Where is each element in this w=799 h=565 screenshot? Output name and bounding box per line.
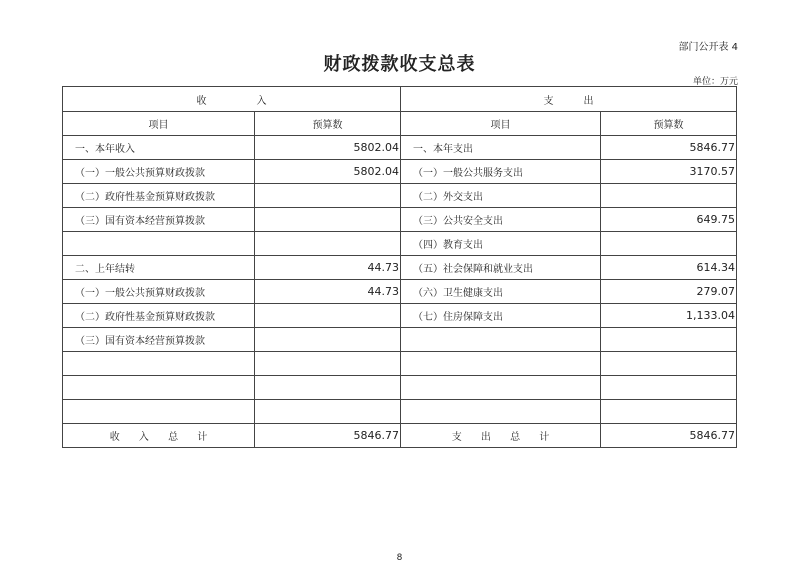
- expense-item-cell: [401, 400, 601, 424]
- expense-value-cell: 5846.77: [601, 136, 737, 160]
- expense-budget-header: 预算数: [601, 112, 737, 136]
- expense-total-value: 5846.77: [601, 424, 737, 448]
- page-number: 8: [396, 553, 403, 563]
- income-item-cell: [63, 232, 255, 256]
- table-row: [63, 208, 737, 232]
- income-item-cell: [63, 352, 255, 376]
- table-row: [63, 400, 737, 424]
- expense-item-cell: 一、本年支出: [401, 136, 601, 160]
- income-value-cell: [255, 304, 401, 328]
- income-value-cell: [255, 232, 401, 256]
- expense-total-label: [401, 424, 601, 448]
- expense-value-cell: 614.34: [601, 256, 737, 280]
- income-value-cell: [255, 328, 401, 352]
- page-title: 财政拨款收支总表: [323, 54, 476, 75]
- budget-table: [62, 86, 737, 448]
- expense-total-text: 支 出 总 计: [451, 432, 550, 443]
- expense-item-cell: （六）卫生健康支出: [401, 280, 601, 304]
- expense-value-cell: 649.75: [601, 208, 737, 232]
- expense-value-cell: [601, 376, 737, 400]
- income-item-cell: （三）国有资本经营预算拨款: [63, 208, 255, 232]
- expense-value-cell: [601, 352, 737, 376]
- income-value-cell: 44.73: [255, 256, 401, 280]
- income-item-cell: 一、本年收入: [63, 136, 255, 160]
- income-item-cell: （三）国有资本经营预算拨款: [63, 328, 255, 352]
- income-item-cell: [63, 400, 255, 424]
- expense-item-cell: [401, 328, 601, 352]
- income-header: 收 入: [63, 87, 401, 112]
- income-total-text: 收 入 总 计: [109, 432, 208, 443]
- income-value-cell: 44.73: [255, 280, 401, 304]
- expense-value-cell: [601, 328, 737, 352]
- expense-item-header: 项目: [401, 112, 601, 136]
- form-number: 部门公开表 4: [678, 42, 738, 53]
- expense-item-cell: （三）公共安全支出: [401, 208, 601, 232]
- table-row: [63, 160, 737, 184]
- income-value-cell: 5802.04: [255, 136, 401, 160]
- expense-value-cell: 3170.57: [601, 160, 737, 184]
- expense-item-cell: [401, 352, 601, 376]
- expense-item-cell: （四）教育支出: [401, 232, 601, 256]
- table-row: [63, 376, 737, 400]
- income-item-cell: [63, 376, 255, 400]
- expense-value-cell: [601, 184, 737, 208]
- expense-item-cell: （一）一般公共服务支出: [401, 160, 601, 184]
- income-item-cell: （二）政府性基金预算财政拨款: [63, 184, 255, 208]
- income-item-cell: （一）一般公共预算财政拨款: [63, 160, 255, 184]
- table-row: [63, 256, 737, 280]
- table-row: [63, 304, 737, 328]
- expense-value-cell: 1,133.04: [601, 304, 737, 328]
- income-value-cell: [255, 184, 401, 208]
- expense-value-cell: [601, 232, 737, 256]
- expense-item-cell: [401, 376, 601, 400]
- expense-item-cell: （七）住房保障支出: [401, 304, 601, 328]
- income-item-cell: （二）政府性基金预算财政拨款: [63, 304, 255, 328]
- income-value-cell: 5802.04: [255, 160, 401, 184]
- income-item-cell: 二、上年结转: [63, 256, 255, 280]
- expense-item-cell: （二）外交支出: [401, 184, 601, 208]
- income-value-cell: [255, 376, 401, 400]
- income-item-header: 项目: [63, 112, 255, 136]
- section-header-row: [63, 87, 737, 112]
- table-row: [63, 136, 737, 160]
- total-row: [63, 424, 737, 448]
- expense-value-cell: [601, 400, 737, 424]
- column-header-row: [63, 112, 737, 136]
- income-value-cell: [255, 352, 401, 376]
- unit-label: 单位：万元: [692, 77, 738, 87]
- income-total-label: [63, 424, 255, 448]
- income-budget-header: 预算数: [255, 112, 401, 136]
- table-row: [63, 184, 737, 208]
- table-row: [63, 328, 737, 352]
- table-row: [63, 280, 737, 304]
- expense-value-cell: 279.07: [601, 280, 737, 304]
- table-row: [63, 232, 737, 256]
- income-total-value: 5846.77: [255, 424, 401, 448]
- expense-header: 支 出: [401, 87, 737, 112]
- income-value-cell: [255, 400, 401, 424]
- expense-item-cell: （五）社会保障和就业支出: [401, 256, 601, 280]
- income-item-cell: （一）一般公共预算财政拨款: [63, 280, 255, 304]
- income-value-cell: [255, 208, 401, 232]
- table-row: [63, 352, 737, 376]
